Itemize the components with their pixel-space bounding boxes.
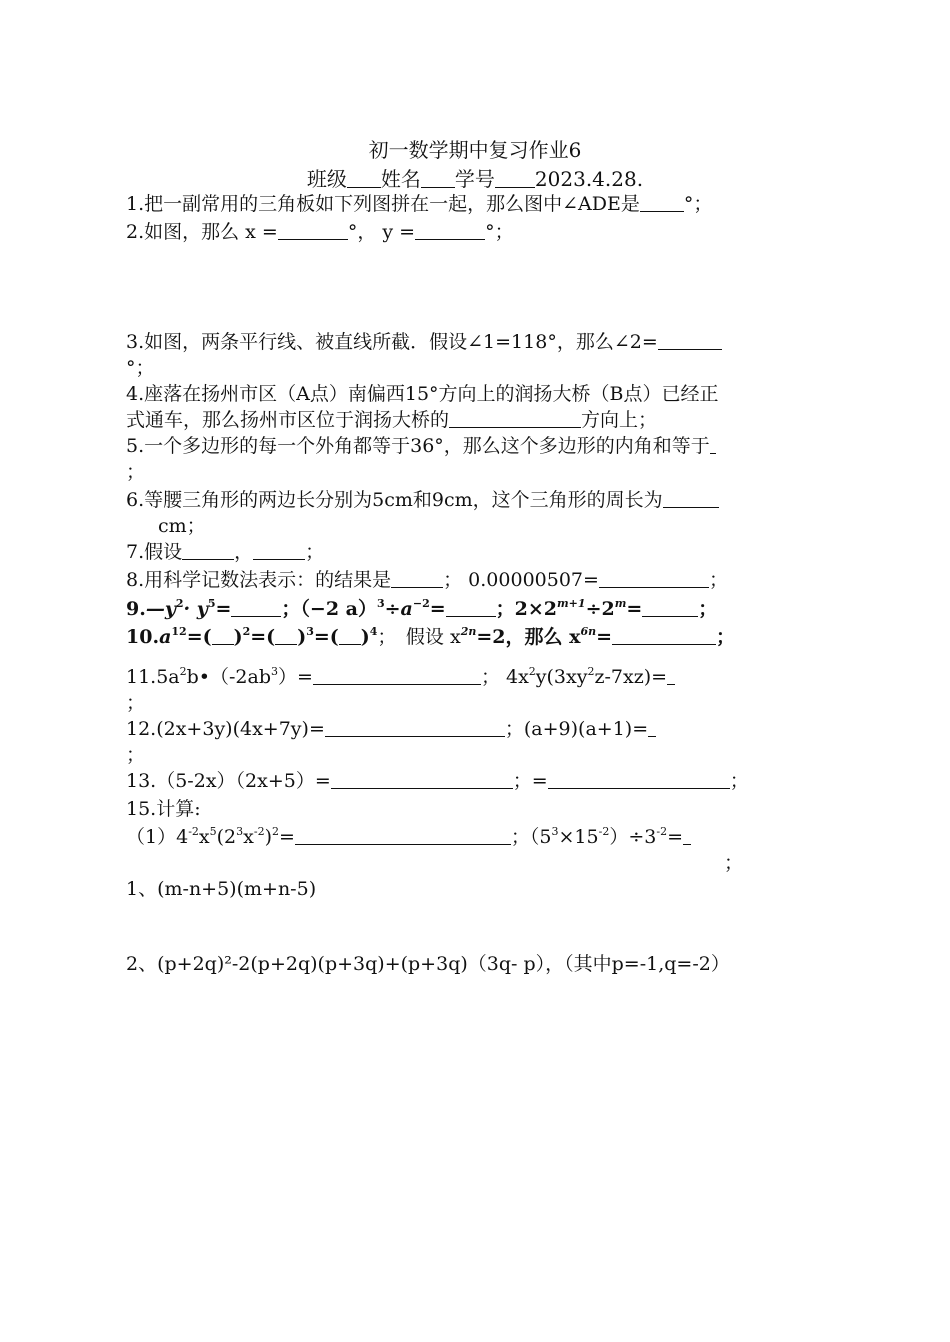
- q10-e3: 3: [306, 625, 314, 638]
- question-10: [126, 625, 826, 649]
- question-7: [126, 540, 826, 564]
- q10-f: =(: [313, 626, 339, 648]
- q7-blank-2[interactable]: [253, 541, 305, 560]
- q12-b: ；(a+9)(a+1)=: [504, 718, 649, 740]
- q15-p1e: ): [264, 826, 272, 848]
- q15-p1c: (2: [216, 826, 237, 848]
- q10-e5: 2n: [460, 625, 477, 638]
- question-2: [126, 220, 826, 244]
- question-12: [126, 717, 826, 741]
- q9-a: —y: [145, 598, 176, 620]
- q10-e2: 2: [242, 625, 251, 638]
- q15-e2: 5: [209, 825, 217, 838]
- q15-e3: 3: [236, 825, 244, 838]
- q11-b: b•（-2ab: [186, 666, 272, 688]
- q9-blank-3[interactable]: [642, 598, 698, 617]
- q9-e5: m+1: [557, 597, 586, 610]
- q10-blank-3[interactable]: [339, 626, 361, 645]
- q15-e1: -2: [188, 825, 199, 838]
- q10-j: =: [596, 626, 613, 648]
- question-4-line1: 4.座落在扬州市区（A点）南偏西15°方向上的润扬大桥（B点）已经正: [126, 383, 719, 405]
- q8-mid: ； 0.00000507=: [443, 569, 599, 591]
- q11-e2: 3: [271, 665, 279, 678]
- calc-problem-2: 2、(p+2q)²-2(p+2q)(p+3q)+(p+3q)（3q- p），（其中p=-1,q=-2）: [126, 953, 730, 975]
- question-6: [126, 488, 826, 512]
- q13-blank-2[interactable]: [548, 770, 730, 789]
- q7-mid: ，: [234, 541, 254, 563]
- question-1: [126, 192, 826, 216]
- q3-blank[interactable]: [658, 331, 722, 350]
- q15-p2d: =: [667, 826, 683, 848]
- q7-text: 7.假设: [126, 541, 183, 563]
- q9-blank-2[interactable]: [446, 598, 496, 617]
- question-15-tail: ；: [724, 852, 744, 874]
- q6-text: 6.等腰三角形的两边长分别为5cm和9cm，这个三角形的周长为: [126, 489, 663, 511]
- q8-blank-1[interactable]: [391, 569, 443, 588]
- q4-text: 式通车，那么扬州市区位于润扬大桥的: [126, 409, 450, 431]
- question-4-line2: [126, 408, 826, 432]
- class-label: 班级: [306, 167, 347, 191]
- question-5-tail: ；: [126, 461, 146, 483]
- q9-e3: 3: [376, 597, 385, 610]
- q2-x-blank[interactable]: [278, 221, 348, 240]
- question-12-tail: ；: [126, 744, 146, 766]
- question-15-parts: [126, 825, 826, 849]
- q9-i: ÷2: [585, 598, 615, 620]
- q9-d: ；（−2 a）: [281, 598, 377, 620]
- q11-f: z-7xz)=: [594, 666, 668, 688]
- q11-blank-2[interactable]: [667, 666, 675, 685]
- q15-e8: -2: [656, 825, 668, 838]
- q15-p2c: ）÷3: [609, 826, 657, 848]
- question-11: [126, 665, 826, 689]
- q15-blank-1[interactable]: [295, 826, 511, 845]
- q10-d: =(: [250, 626, 276, 648]
- q9-g: =: [429, 598, 446, 620]
- q10-blank-2[interactable]: [275, 626, 297, 645]
- q6-blank[interactable]: [663, 489, 719, 508]
- q9-j: =: [626, 598, 643, 620]
- q9-h: ；2×2: [495, 598, 558, 620]
- q10-tail: ；: [716, 626, 736, 648]
- q7-tail: ；: [305, 541, 325, 563]
- q15-p1a: （1）4: [126, 826, 189, 848]
- q8-tail: ；: [708, 569, 728, 591]
- question-13: [126, 769, 826, 793]
- question-3: [126, 330, 826, 354]
- q9-c: =: [215, 598, 232, 620]
- q10-e1: 12: [171, 625, 187, 638]
- q5-blank[interactable]: [710, 435, 716, 454]
- q15-e7: -2: [598, 825, 610, 838]
- q5-text: 5.一个多边形的每一个外角都等于36°，那么这个多边形的内角和等于: [126, 435, 710, 457]
- q10-blank-4[interactable]: [612, 626, 716, 645]
- q12-blank-1[interactable]: [325, 718, 505, 737]
- question-3-tail: °；: [126, 357, 155, 379]
- q13-blank-1[interactable]: [331, 770, 513, 789]
- date-text: 2023.4.28.: [534, 167, 644, 191]
- q2-tail: °；: [485, 221, 514, 243]
- q12-blank-2[interactable]: [648, 718, 656, 737]
- q4-blank[interactable]: [449, 409, 581, 428]
- q11-e1: 2: [179, 665, 187, 678]
- calc-problem-1: 1、(m-n+5)(m+n-5): [126, 878, 317, 900]
- q15-p1f: =: [279, 826, 295, 848]
- question-15-label: 15.计算:: [126, 798, 201, 820]
- q9-f: ÷a: [384, 598, 413, 620]
- question-8: [126, 568, 826, 592]
- question-9: [126, 597, 826, 621]
- header-info: [0, 163, 950, 192]
- class-blank[interactable]: [347, 169, 381, 188]
- q10-blank-1[interactable]: [212, 626, 234, 645]
- q1-blank[interactable]: [640, 193, 684, 212]
- q13-b: ；=: [512, 770, 548, 792]
- q11-e3: 2: [528, 665, 536, 678]
- q15-p1b: x: [198, 826, 210, 848]
- q11-c: ）=: [278, 666, 313, 688]
- q7-blank-1[interactable]: [182, 541, 234, 560]
- q4-tail: 方向上；: [581, 409, 658, 431]
- q10-e: ): [297, 626, 307, 648]
- q9-num: 9.: [126, 598, 146, 620]
- q9-tail: ；: [698, 598, 718, 620]
- q10-b: =(: [186, 626, 212, 648]
- page-title: 初一数学期中复习作业6: [368, 138, 582, 162]
- number-blank[interactable]: [495, 169, 535, 188]
- q15-e4: -2: [253, 825, 265, 838]
- q9-e1: 2: [175, 597, 184, 610]
- q9-e6: m: [614, 597, 627, 610]
- q1-text: 1.把一副常用的三角板如下列图拼在一起，那么图中∠ADE是: [126, 193, 640, 215]
- q11-d: ； 4x: [480, 666, 529, 688]
- name-blank[interactable]: [421, 169, 455, 188]
- q12-a: 12.(2x+3y)(4x+7y)=: [126, 718, 325, 740]
- q2-mid: °， y =: [347, 221, 416, 243]
- q2-text: 2.如图，那么 x =: [126, 221, 278, 243]
- q10-i: =2，那么 x: [476, 626, 581, 648]
- q10-e4: 4: [369, 625, 378, 638]
- q15-blank-2[interactable]: [683, 826, 691, 845]
- q3-text: 3.如图，两条平行线、被直线所截．假设∠1=118°，那么∠2=: [126, 331, 658, 353]
- q10-c: ): [233, 626, 243, 648]
- q9-blank-1[interactable]: [231, 598, 281, 617]
- q15-e5: 2: [272, 825, 279, 838]
- q13-a: 13.（5-2x）（2x+5）=: [126, 770, 331, 792]
- q10-e6: 6n: [580, 625, 597, 638]
- q11-e: y(3xy: [535, 666, 588, 688]
- q1-tail: °；: [683, 193, 713, 215]
- q8-blank-2[interactable]: [599, 569, 709, 588]
- q10-g: ): [360, 626, 370, 648]
- q11-a: 11.5a: [126, 666, 180, 688]
- q10-a: a: [159, 626, 172, 648]
- q2-y-blank[interactable]: [415, 221, 485, 240]
- q8-text: 8.用科学记数法表示：的结果是: [126, 569, 392, 591]
- q10-h: ； 假设 x: [377, 626, 461, 648]
- q15-p1d: x: [243, 826, 254, 848]
- question-11-tail: ；: [126, 692, 146, 714]
- name-label: 姓名: [380, 167, 421, 191]
- q11-blank-1[interactable]: [313, 666, 481, 685]
- q15-p2a: ；（5: [510, 826, 552, 848]
- q9-b: · y: [183, 598, 208, 620]
- q15-p2b: ×15: [558, 826, 599, 848]
- q13-tail: ；: [729, 770, 749, 792]
- q9-e2: 5: [207, 597, 216, 610]
- question-5: [126, 434, 826, 458]
- q10-num: 10.: [126, 626, 160, 648]
- q9-e4: −2: [412, 597, 430, 610]
- q11-e4: 2: [587, 665, 595, 678]
- number-label: 学号: [454, 167, 495, 191]
- question-6-tail: cm；: [158, 515, 206, 537]
- q15-e6: 3: [551, 825, 559, 838]
